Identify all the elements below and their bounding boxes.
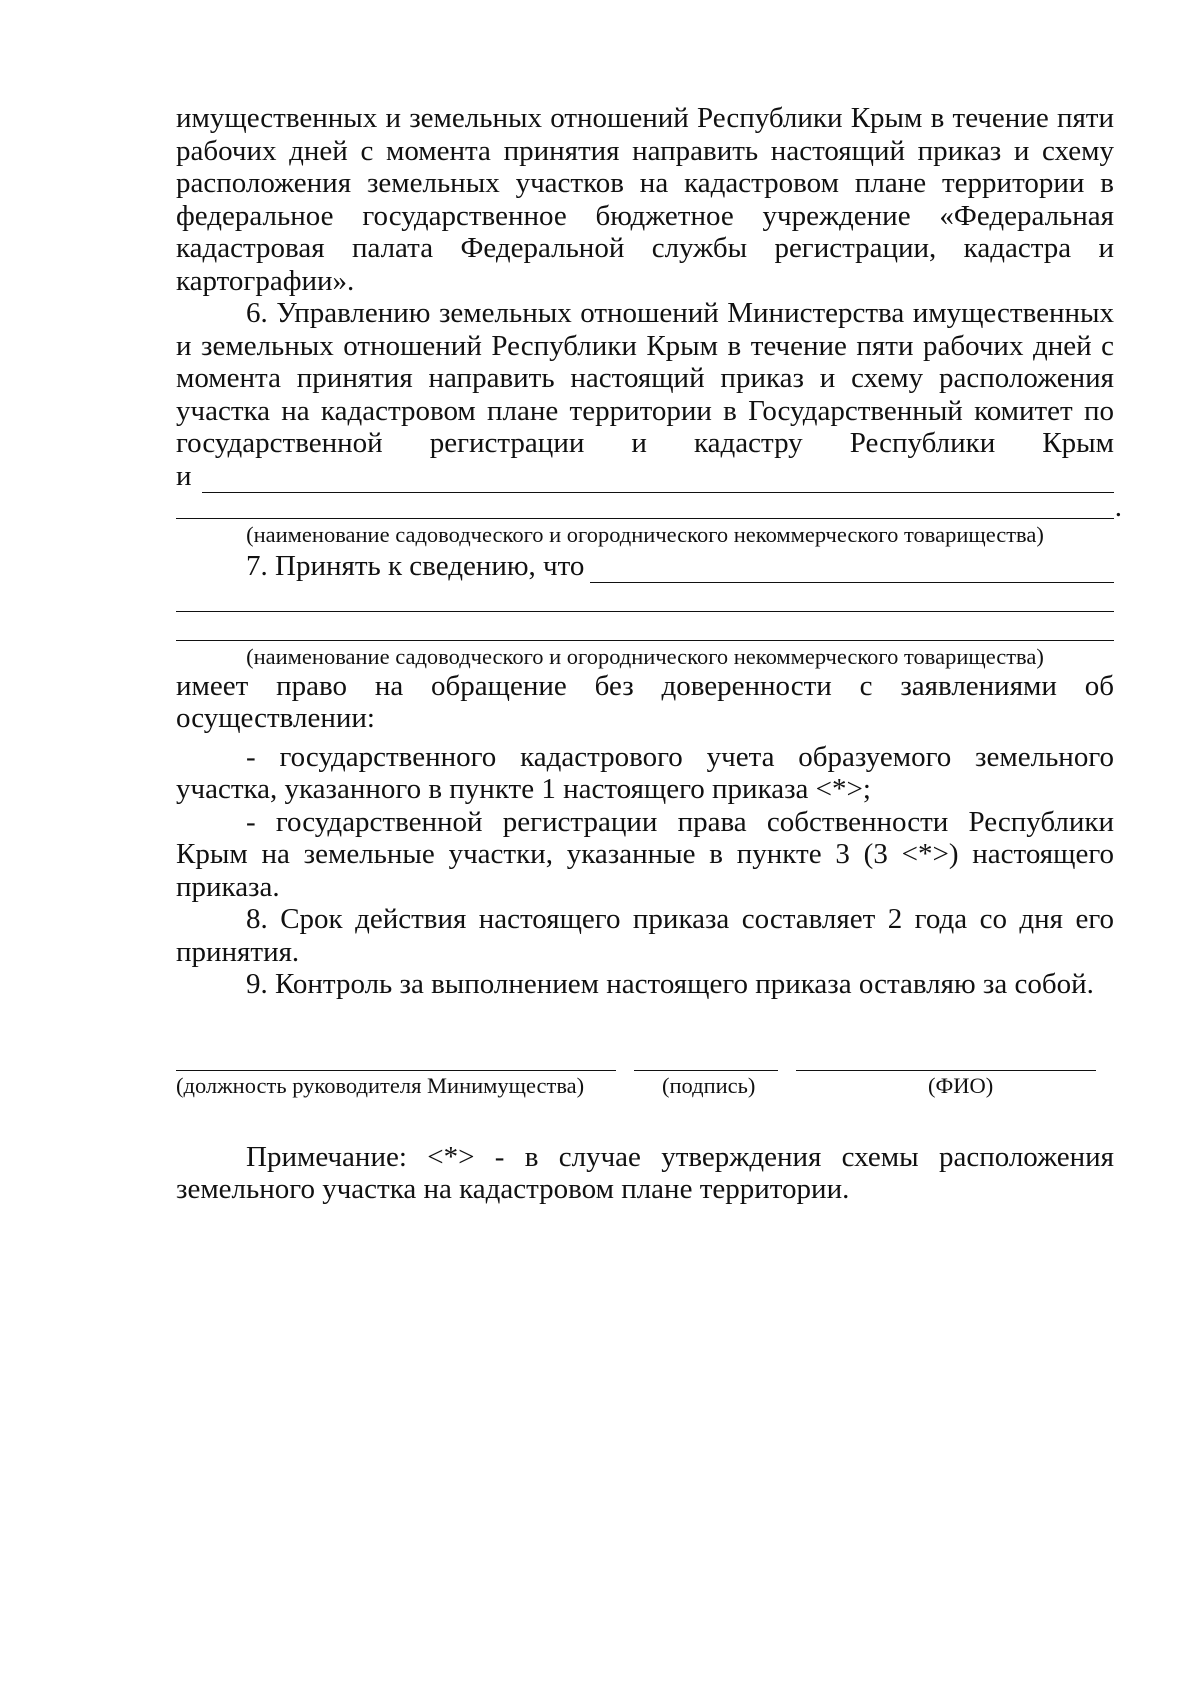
signature-name-caption: (ФИО): [928, 1072, 994, 1098]
paragraph-7-bullet-2: - государственной регистрации права собственности Республики Крым на земельные участки, указанные в пункте 3 (3 <*>) настоящего приказа.: [176, 805, 1114, 903]
signature-sign-line: [634, 1040, 778, 1071]
signature-position-caption: (должность руководителя Минимущества): [176, 1072, 585, 1098]
paragraph-6-and: и: [176, 460, 192, 492]
blank-line-partnership-4: [176, 583, 1114, 612]
blank-line-partnership-3: [590, 556, 1114, 583]
paragraph-6-end-dot: .: [1114, 490, 1122, 523]
note: Примечание: <*> - в случае утверждения схемы расположения земельного участка на кадастровом плане территории.: [176, 1140, 1114, 1205]
paragraph-7-lead: 7. Принять к сведению, что: [246, 550, 585, 582]
paragraph-8: 8. Срок действия настоящего приказа составляет 2 года со дня его принятия.: [176, 903, 1114, 968]
blank-line-partnership-1: [202, 466, 1114, 493]
signature-position-line: [176, 1040, 616, 1071]
paragraph-5-continuation: имущественных и земельных отношений Республики Крым в течение пяти рабочих дней с момента принятия направить настоящий приказ и схему расположения земельных участков на кадастровом плане территории в федеральное государственное бюджетное учреждение «Федеральная кадастровая палата Федеральной службы регистрации, кадастра и картографии».: [176, 102, 1114, 297]
signature-lines: [176, 1041, 1114, 1071]
paragraph-7-lead-row: [176, 550, 1114, 583]
paragraph-7-bullet-1: - государственного кадастрового учета образуемого земельного участка, указанного в пункте 1 настоящего приказа <*>;: [176, 740, 1114, 805]
caption-partnership-name-2: (наименование садоводческого и огороднического некоммерческого товарищества): [246, 643, 1044, 669]
caption-partnership-name-1: (наименование садоводческого и огороднического некоммерческого товарищества): [246, 521, 1044, 547]
signature-name-line: [796, 1040, 1096, 1071]
blank-line-partnership-5: [176, 612, 1114, 641]
signature-sign-caption: (подпись): [662, 1072, 756, 1098]
paragraph-6-fill-row: [176, 460, 1114, 493]
signature-captions: [176, 1073, 1114, 1103]
paragraph-9: 9. Контроль за выполнением настоящего приказа оставляю за собой.: [246, 968, 1094, 1000]
paragraph-7-rights: имеет право на обращение без доверенности с заявлениями об осуществлении:: [176, 669, 1114, 734]
document-page: [176, 102, 1122, 1206]
blank-line-partnership-2: [176, 490, 1122, 523]
paragraph-6: 6. Управлению земельных отношений Министерства имущественных и земельных отношений Республики Крым в течение пяти рабочих дней с момента принятия направить настоящий приказ и схему расположения участка на кадастровом плане территории в Государственный комитет по государственной регистрации и кадастру Республики Крым: [176, 297, 1114, 459]
